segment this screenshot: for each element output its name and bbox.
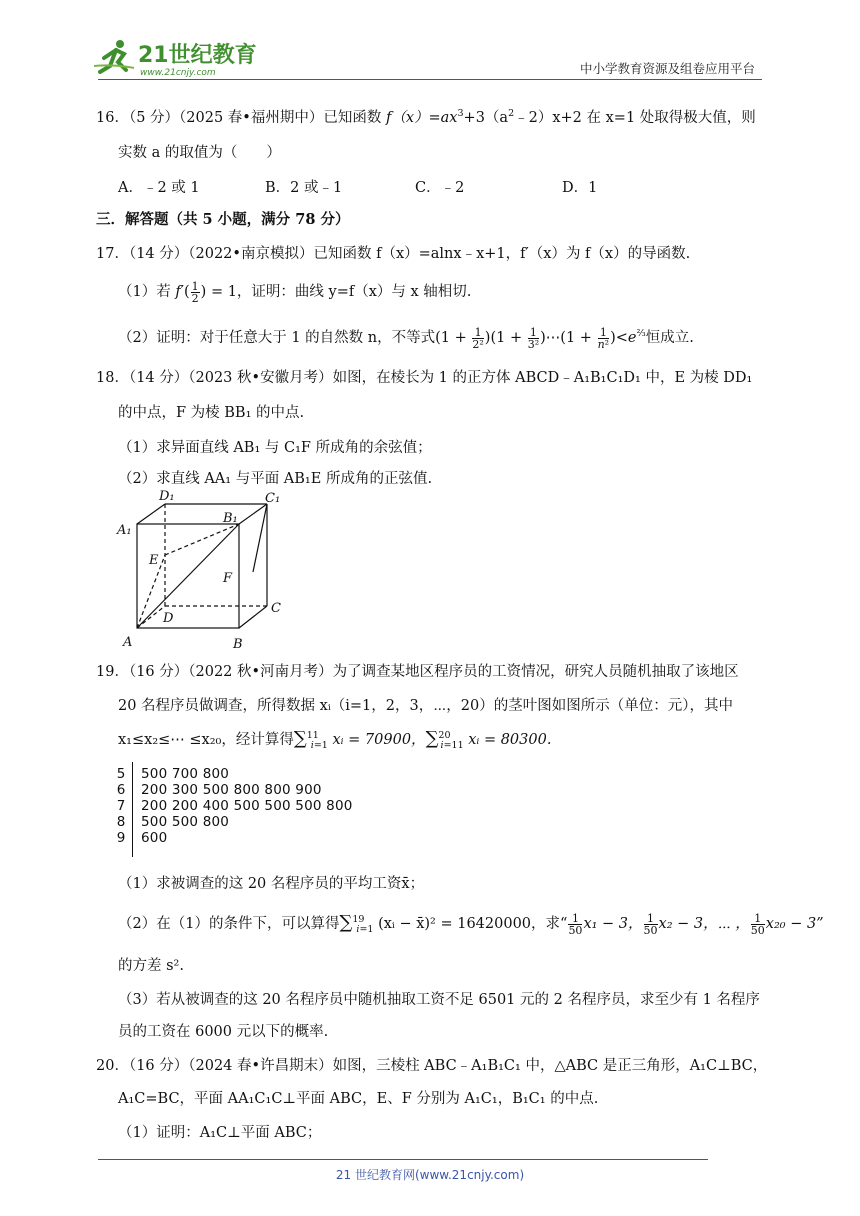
q19-part2-line2: 的方差 s².: [118, 958, 184, 974]
label-f: F: [223, 571, 233, 586]
q16-line2: 实数 a 的取值为（ ）: [118, 145, 281, 161]
svg-text:21世纪教育: 21世纪教育: [138, 43, 257, 68]
q18-part2: （2）求直线 AA₁ 与平面 AB₁E 所成角的正弦值.: [118, 471, 433, 487]
q20-line1: 20．（16 分）（2024 春•许昌期末）如图，三棱柱 ABC﹣A₁B₁C₁ 中，△ABC 是正三角形，A₁C⊥BC，: [96, 1058, 768, 1074]
footer-site: 21 世纪教育网(www.21cnjy.com): [335, 1168, 525, 1182]
q17-part2: （2）证明：对于任意大于 1 的自然数 n，不等式(1 + $\frac{1}{\text{2²}}$ )(1 + $\frac{1}{\text{3²}}$ )⋯(1 + $\frac{1}{\text{n²}}$ )$<e^{\frac{2}{3}}$恒成立.: [118, 325, 694, 351]
runner-icon: [94, 40, 134, 72]
q19-part1: （1）求被调查的这 20 名程序员的平均工资x̄；: [118, 876, 425, 892]
q18-part1: （1）求异面直线 AB₁ 与 C₁F 所成角的余弦值；: [118, 440, 432, 456]
header-divider: [98, 79, 762, 80]
q20-part1: （1）证明：A₁C⊥平面 ABC；: [118, 1125, 322, 1141]
footer-divider: [98, 1159, 708, 1160]
q16-option-d: D．1: [562, 180, 598, 196]
label-e: E: [149, 553, 159, 568]
cube-figure: [115, 488, 295, 652]
q19-part3-line2: 员的工资在 6000 元以下的概率.: [118, 1024, 329, 1040]
q20-line2: A₁C=BC，平面 AA₁C₁C⊥平面 ABC，E、F 分别为 A₁C₁，B₁C₁ 的中点.: [118, 1091, 599, 1107]
q16-option-c: C．﹣2: [415, 180, 465, 196]
stem-divider: [132, 762, 133, 857]
q17-line1: 17．（14 分）（2022•南京模拟）已知函数 f（x）=alnx﹣x+1，f′（x）为 f（x）的导函数.: [96, 246, 691, 262]
q16-line1: 16．（5 分）（2025 春•福州期中）已知函数 $f(x)=ax^3+3(a^2﹣2)x+2$ 在 x=1 处取得极大值，则: [96, 108, 756, 126]
label-d1: D₁: [159, 489, 175, 504]
q19-part3: （3）若从被调查的这 20 名程序员中随机抽取工资不足 6501 元的 2 名程序员，求至少有 1 名程序: [118, 992, 760, 1008]
platform-name: 中小学教育资源及组卷应用平台: [580, 61, 756, 76]
q19-line2: 20 名程序员做调查，所得数据 xᵢ（i=1，2，3，⋯，20）的茎叶图如图所示（单位：元），其中: [118, 698, 733, 714]
q19-line1: 19．（16 分）（2022 秋•河南月考）为了调查某地区程序员的工资情况，研究人员随机抽取了该地区: [96, 664, 739, 680]
q18-line2: 的中点，F 为棱 BB₁ 的中点.: [118, 405, 305, 421]
label-c1: C₁: [265, 491, 281, 506]
section-3-heading: 三．解答题（共 5 小题，满分 78 分）: [96, 211, 350, 228]
label-a: A: [123, 635, 133, 650]
svg-text:www.21cnjy.com: www.21cnjy.com: [140, 68, 216, 78]
q19-part2: （2）在（1）的条件下，可以算得∑$^{19}_{i=1}$ (xᵢ − x̄)² = 16420000，求“ $\frac{1}{50}$ x₁ − 3， $\frac{1}{50}$ x₂ − 3，⋯ ， $\frac{1}{50}$ x₂₀ − 3”: [118, 911, 824, 937]
q17-part1: （1）若 f′( $\frac{1}{2}$ ) = 1，证明：曲线 y=f（x）与 x 轴相切.: [118, 279, 472, 305]
label-c: C: [271, 601, 281, 616]
label-a1: A₁: [117, 523, 132, 538]
site-logo: [94, 36, 259, 78]
stem-leaf-plot: 5 500 700 800 6 200 300 500 800 800 900 7 200 200 400 500 500 500 800 8 500 500 800 9 600: [115, 762, 355, 857]
q19-line3: x₁≤x₂≤⋯ ≤x₂₀，经计算得∑$^{11}_{i=1}$ xᵢ = 70900，∑$^{20}_{i=11}$ xᵢ = 80300.: [118, 728, 552, 751]
q18-line1: 18．（14 分）（2023 秋•安徽月考）如图，在棱长为 1 的正方体 ABCD﹣A₁B₁C₁D₁ 中，E 为棱 DD₁: [96, 370, 753, 386]
q16-option-b: B．2 或﹣1: [265, 180, 343, 196]
label-b: B: [233, 637, 243, 652]
label-d: D: [163, 611, 174, 626]
label-b1: B₁: [223, 511, 238, 526]
q16-option-a: A．﹣2 或 1: [118, 180, 200, 196]
